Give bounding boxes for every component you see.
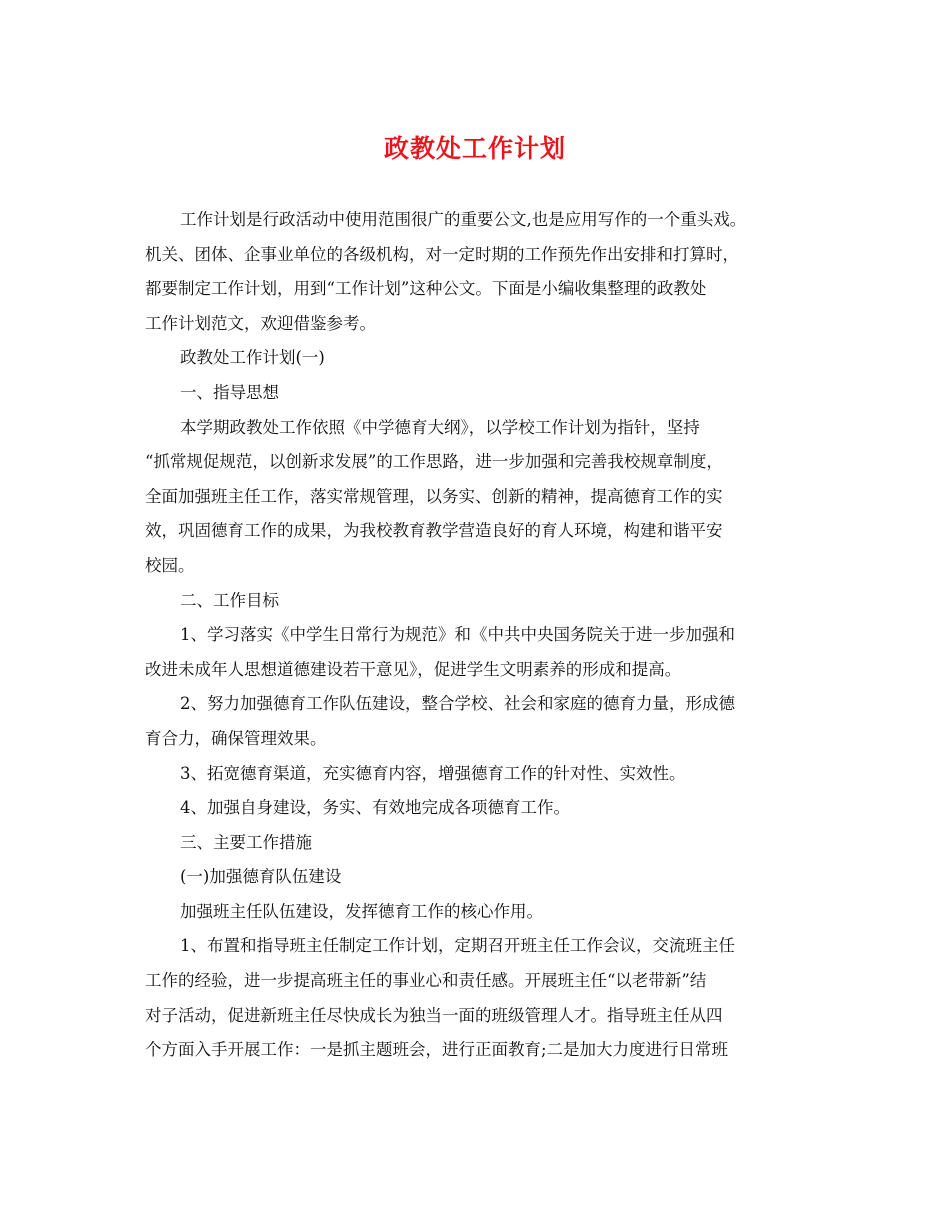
- paragraph-line: 校园。: [145, 555, 195, 575]
- paragraph-line: 本学期政教处工作依照《中学德育大纲》，以学校工作计划为指针，坚持: [180, 417, 700, 437]
- paragraph-line: 机关、团体、企事业单位的各级机构，对一定时期的工作预先作出安排和打算时，: [145, 244, 739, 264]
- paragraph-line: 育合力，确保管理效果。: [145, 728, 327, 748]
- paragraph-line: 都要制定工作计划，用到“工作计划”这种公文。下面是小编收集整理的政教处: [145, 279, 707, 299]
- paragraph-line: 二、工作目标: [180, 590, 279, 610]
- document-title: 政教处工作计划: [383, 134, 566, 163]
- paragraph-line: 2、努力加强德育工作队伍建设，整合学校、社会和家庭的德育力量，形成德: [180, 694, 735, 714]
- paragraph-line: “抓常规促规范，以创新求发展”的工作思路，进一步加强和完善我校规章制度，: [145, 452, 723, 472]
- paragraph-line: 改进未成年人思想道德建设若干意见》，促进学生文明素养的形成和提高。: [145, 659, 682, 679]
- paragraph-line: 全面加强班主任工作，落实常规管理，以务实、创新的精神，提高德育工作的实: [145, 486, 723, 506]
- paragraph-line: 个方面入手开展工作：一是抓主题班会，进行正面教育;二是加大力度进行日常班: [145, 1040, 729, 1060]
- paragraph-line: 政教处工作计划(一): [180, 348, 325, 368]
- document-body: [145, 203, 810, 1068]
- paragraph-line: 4、加强自身建设，务实、有效地完成各项德育工作。: [180, 798, 570, 818]
- paragraph-line: 三、主要工作措施: [180, 832, 312, 852]
- paragraph-line: 效，巩固德育工作的成果，为我校教育教学营造良好的育人环境，构建和谐平安: [145, 521, 723, 541]
- paragraph-line: 对子活动，促进新班主任尽快成长为独当一面的班级管理人才。指导班主任从四: [145, 1005, 723, 1025]
- paragraph-line: 加强班主任队伍建设，发挥德育工作的核心作用。: [180, 901, 543, 921]
- paragraph-line: 1、布置和指导班主任制定工作计划，定期召开班主任工作会议，交流班主任: [180, 936, 735, 956]
- paragraph-line: 3、拓宽德育渠道，充实德育内容，增强德育工作的针对性、实效性。: [180, 763, 686, 783]
- paragraph-line: (一)加强德育队伍建设: [180, 867, 342, 887]
- paragraph-line: 工作计划是行政活动中使用范围很广的重要公文,也是应用写作的一个重头戏。: [180, 210, 747, 229]
- paragraph-line: 一、指导思想: [180, 382, 279, 402]
- paragraph-line: 工作计划范文，欢迎借鉴参考。: [145, 313, 376, 333]
- paragraph-line: 工作的经验，进一步提高班主任的事业心和责任感。开展班主任“以老带新”结: [145, 971, 707, 991]
- paragraph-line: 1、学习落实《中学生日常行为规范》和《中共中央国务院关于进一步加强和: [180, 625, 735, 645]
